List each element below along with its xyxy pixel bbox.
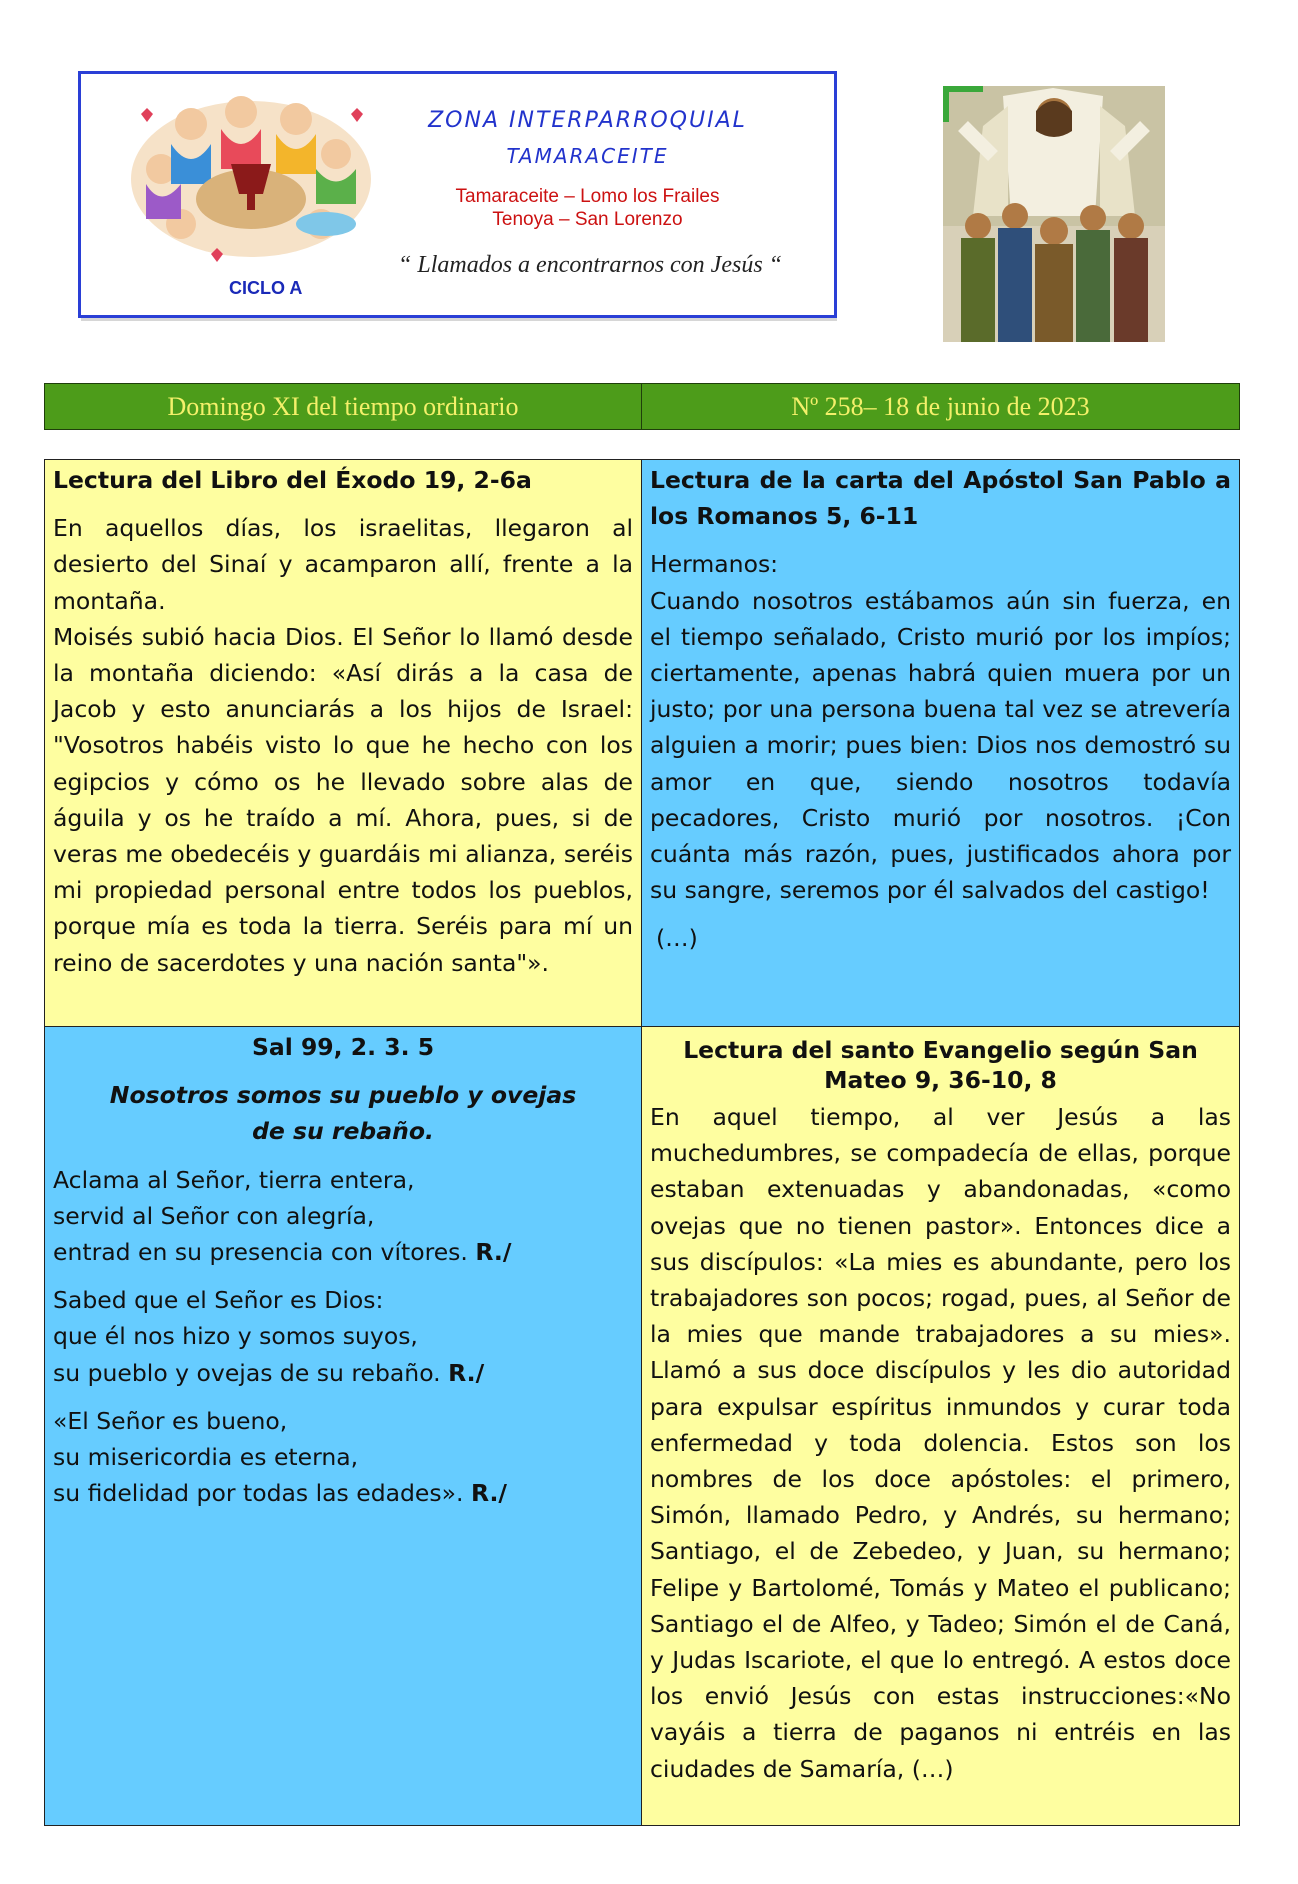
first-reading-paragraph-2: Moisés subió hacia Dios. El Señor lo llamó desde la montaña diciendo: «Así dirás a la casa de Jacob y esto anunciarás a los hijos de Israel: "Vosotros habéis visto lo que he hecho con los egipcios y cómo os he llevado sobre alas de águila y os he traído a mí. Ahora, pues, si de veras me obedecéis y guardáis mi alianza, seréis mi propiedad personal entre todos los pueblos, porque mía es toda la tierra. Seréis para mí un reino de sacerdotes y una nación santa"». [53, 622, 633, 977]
ciclo-label: CICLO A [229, 278, 303, 298]
second-reading-ellipsis: (…) [656, 924, 698, 953]
psalm-line: su fidelidad por todas las edades». R./ [53, 1479, 508, 1508]
psalm-response: Nosotros somos su pueblo y ovejas de su rebaño. [109, 1081, 577, 1146]
psalm-title: Sal 99, 2. 3. 5 [251, 1033, 435, 1061]
refrain-mark: R./ [448, 1358, 485, 1387]
zona-title-line1: ZONA INTERPARROQUIAL [428, 108, 747, 133]
parish-names-line1: Tamaraceite – Lomo los Frailes [455, 186, 720, 207]
jesus-apostles-image [943, 86, 1165, 342]
second-reading-title: Lectura de la carta del Apóstol San Pablo a los Romanos 5, 6-11 [650, 466, 1231, 531]
psalm-line: Aclama al Señor, tierra entera, [53, 1165, 415, 1194]
header-box-shadow [81, 318, 837, 321]
parish-names-line2: Tenoya – San Lorenzo [492, 209, 683, 230]
refrain-mark: R./ [475, 1238, 512, 1267]
psalm-line: Sabed que el Señor es Dios: [53, 1286, 384, 1315]
gospel-body: En aquel tiempo, al ver Jesús a las muchedumbres, se compadecía de ellas, porque estaban extenuadas y abandonadas, «como ovejas que no tienen pastor». Entonces dice a sus discípulos: «La mies es abundante, pero los trabajadores son pocos; rogad, pues, al Señor de la mies que mande trabajadores a su mies». Llamó a sus doce discípulos y les dio autoridad para expulsar espíritus inmundos y curar toda enfermedad y toda dolencia. Estos son los nombres de los doce apóstoles: el primero, Simón, llamado Pedro, y Andrés, su hermano; Santiago, el de Zebedeo, y Juan, su hermano; Felipe y Bartolomé, Tomás y Mateo el publicano; Santiago el de Alfeo, y Tadeo; Simón el de Caná, y Judas Iscariote, el que lo entregó. A estos doce los envió Jesús con estas instrucciones:«No vayáis a tierra de paganos ni entréis en las ciudades de Samaría, (…) [650, 1103, 1231, 1783]
liturgical-day: Domingo XI del tiempo ordinario [45, 384, 642, 429]
second-reading-cell [642, 460, 1239, 1027]
gospel-title: Lectura del santo Evangelio según San Mateo 9, 36-10, 8 [683, 1036, 1198, 1094]
psalm-line: entrad en su presencia con vítores. R./ [53, 1238, 512, 1267]
psalm-line: su pueblo y ovejas de su rebaño. R./ [53, 1358, 485, 1387]
psalm-line: «El Señor es bueno, [53, 1406, 288, 1435]
readings-grid [44, 459, 1240, 1826]
psalm-stanza-2 [53, 1282, 633, 1391]
gospel-cell [642, 1027, 1239, 1825]
refrain-mark: R./ [470, 1479, 508, 1508]
first-reading-title: Lectura del Libro del Éxodo 19, 2-6a [53, 466, 532, 494]
header-logo-box [78, 71, 837, 318]
issue-number-date: Nº 258– 18 de junio de 2023 [791, 391, 1090, 421]
zona-title-line2: TAMARACEITE [506, 144, 669, 168]
first-reading-paragraph-1: En aquellos días, los israelitas, llegaron al desierto del Sinaí y acamparon allí, frente a la montaña. [53, 514, 633, 615]
motto: “ Llamados a encontrarnos con Jesús “ [398, 252, 783, 278]
psalm-cell [45, 1027, 642, 1825]
psalm-stanza-1 [53, 1162, 633, 1271]
second-reading-greeting: Hermanos: [650, 550, 779, 579]
psalm-line: su misericordia es eterna, [53, 1443, 359, 1472]
psalm-line: que él nos hizo y somos suyos, [53, 1322, 418, 1351]
first-reading-cell [45, 460, 642, 1027]
second-reading-body: Cuando nosotros estábamos aún sin fuerza, en el tiempo señalado, Cristo murió por los impíos; ciertamente, apenas habrá quien muera por un justo; por una persona buena tal vez se atrevería alguien a morir; pues bien: Dios nos demostró su amor en que, siendo nosotros todavía pecadores, Cristo murió por nosotros. ¡Con cuánta más razón, pues, justificados ahora por su sangre, seremos por él salvados del castigo! [650, 586, 1231, 905]
psalm-line: servid al Señor con alegría, [53, 1201, 375, 1230]
title-bar [44, 383, 1240, 430]
psalm-stanza-3 [53, 1403, 633, 1512]
